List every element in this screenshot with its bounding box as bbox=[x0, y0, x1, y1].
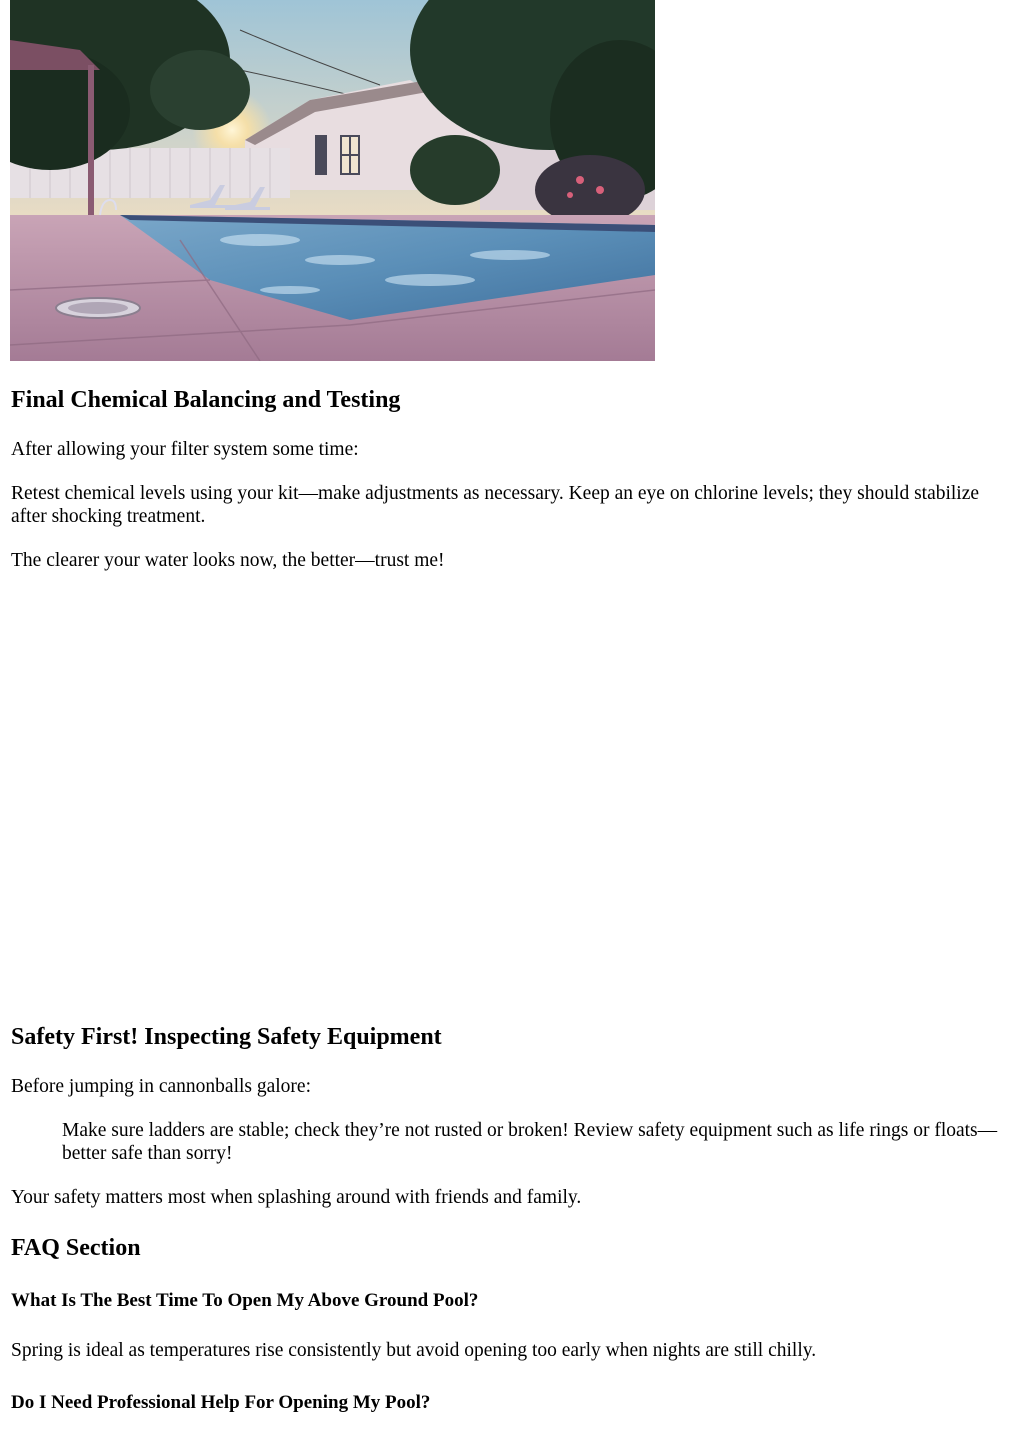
faq-question: Do I Need Professional Help For Opening My Pool? bbox=[11, 1392, 431, 1413]
paragraph-closing: The clearer your water looks now, the better—trust me! bbox=[11, 550, 445, 571]
paragraph-safety-closing: Your safety matters most when splashing around with friends and family. bbox=[11, 1187, 582, 1208]
safety-blockquote: Make sure ladders are stable; check they’re not rusted or broken! Review safety equipment such as life rings or floats—better safe than sorry! bbox=[62, 1120, 998, 1164]
section-heading-safety: Safety First! Inspecting Safety Equipment bbox=[11, 1024, 442, 1050]
faq-answer: Spring is ideal as temperatures rise consistently but avoid opening too early when nights are still chilly. bbox=[11, 1340, 817, 1361]
paragraph-intro: After allowing your filter system some time: bbox=[11, 439, 359, 460]
paragraph-safety-intro: Before jumping in cannonballs galore: bbox=[11, 1076, 312, 1097]
pool-photo bbox=[10, 0, 655, 361]
section-heading-chemical-balancing: Final Chemical Balancing and Testing bbox=[11, 387, 401, 413]
faq-heading: FAQ Section bbox=[11, 1235, 141, 1261]
paragraph-body: Retest chemical levels using your kit—make adjustments as necessary. Keep an eye on chlorine levels; they should stabilize after shocking treatment. bbox=[11, 483, 980, 527]
pool-illustration bbox=[10, 0, 655, 361]
faq-question: What Is The Best Time To Open My Above Ground Pool? bbox=[11, 1290, 479, 1311]
